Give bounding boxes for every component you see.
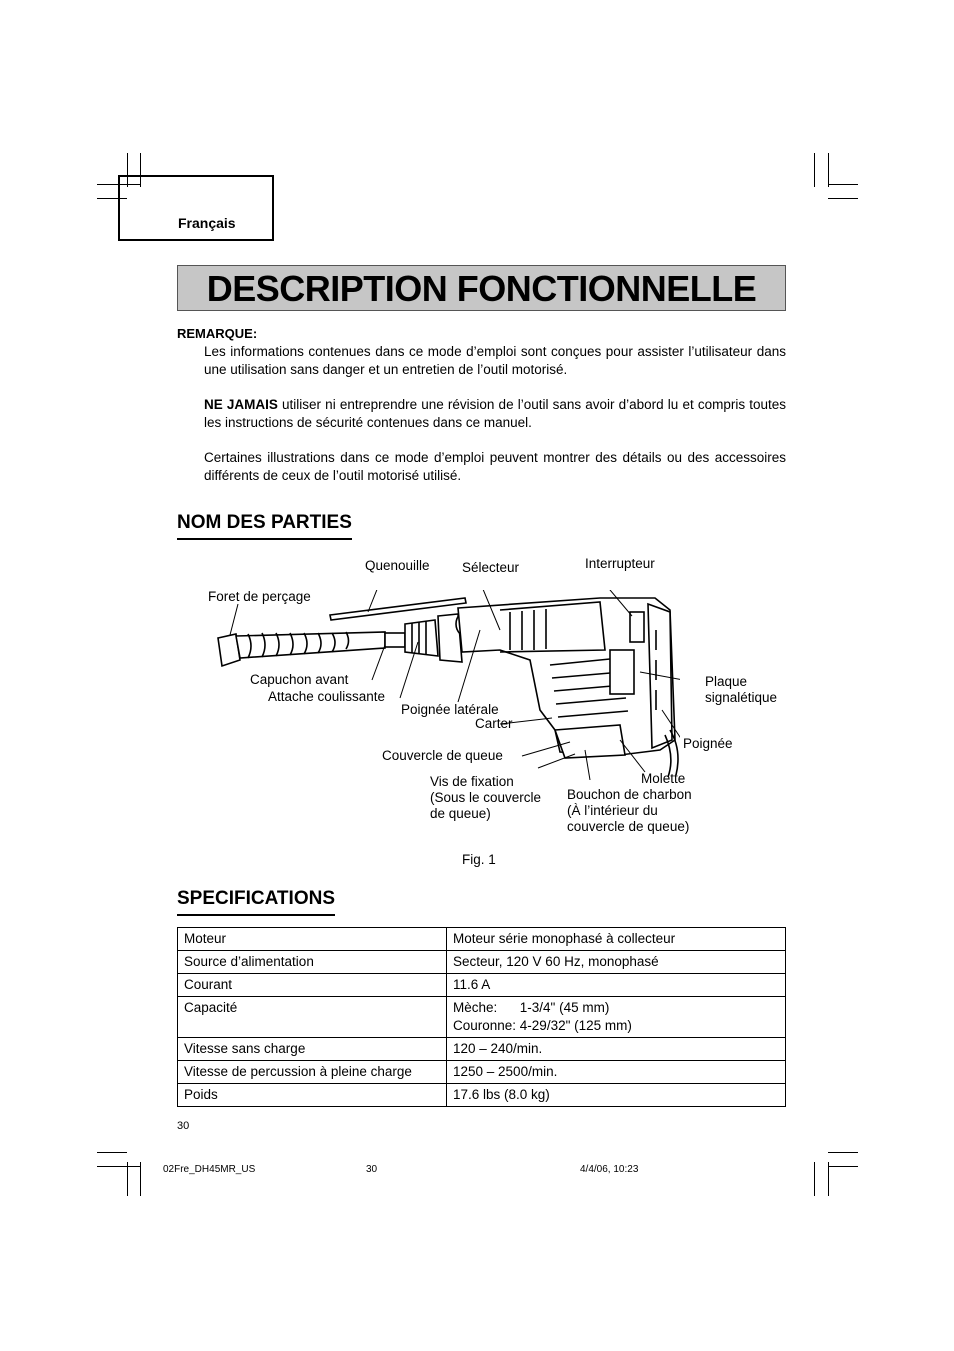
parts-heading: NOM DES PARTIES — [177, 512, 352, 540]
label-foret: Foret de perçage — [208, 589, 311, 604]
spec-name: Vitesse sans charge — [178, 1038, 447, 1061]
label-plaque-1: Plaque — [705, 674, 748, 689]
label-vis-1: Vis de fixation — [430, 774, 514, 789]
table-row — [178, 928, 786, 951]
label-bouchon-3: couvercle de queue) — [567, 819, 690, 834]
spec-name: Vitesse de percussion à pleine charge — [178, 1061, 447, 1084]
footer-file: 02Fre_DH45MR_US — [163, 1164, 256, 1175]
spec-value: 1250 – 2500/min. — [447, 1061, 786, 1084]
crop-mark — [828, 184, 858, 185]
specifications-table — [177, 927, 786, 1107]
label-interrupteur: Interrupteur — [585, 556, 655, 571]
label-quenouille: Quenouille — [365, 558, 430, 573]
label-selecteur: Sélecteur — [462, 560, 520, 575]
language-label: Français — [178, 215, 236, 231]
remark-paragraph-2 — [204, 396, 786, 432]
spec-value-line: Mèche: 1-3/4" (45 mm) — [453, 1000, 610, 1015]
remark-paragraph-1: Les informations contenues dans ce mode d’emploi sont conçues pour assister l’utilisateur dans une utilisation sans danger et un entretien de l’outil motorisé. — [204, 344, 786, 377]
label-carter: Carter — [475, 716, 513, 731]
crop-mark — [97, 1166, 140, 1167]
spec-value-line: Couronne: 4-29/32" (125 mm) — [453, 1018, 632, 1033]
spec-value: Secteur, 120 V 60 Hz, monophasé — [447, 951, 786, 974]
label-poignee: Poignée — [683, 736, 733, 751]
table-row — [178, 997, 786, 1038]
remark-paragraph-2-text: utiliser ni entreprendre une révision de l’outil sans avoir d’abord lu et compris toutes les instructions de sécurité contenues dans ce manuel. — [204, 397, 787, 430]
figure-caption: Fig. 1 — [462, 852, 496, 867]
crop-mark — [127, 1162, 128, 1196]
crop-mark — [828, 1166, 858, 1167]
title-bar — [177, 265, 786, 311]
label-poignee-laterale: Poignée latérale — [401, 702, 499, 717]
spec-name: Capacité — [178, 997, 447, 1038]
table-row — [178, 1038, 786, 1061]
spec-value: Moteur série monophasé à collecteur — [447, 928, 786, 951]
label-molette: Molette — [641, 771, 686, 786]
page-title: DESCRIPTION FONCTIONNELLE — [206, 268, 757, 309]
crop-mark — [97, 1152, 127, 1153]
label-plaque-2: signalétique — [705, 690, 778, 705]
crop-mark — [828, 198, 858, 199]
table-row — [178, 974, 786, 997]
label-bouchon-2: (À l’intérieur du — [567, 803, 658, 818]
specs-heading: SPECIFICATIONS — [177, 888, 335, 916]
table-row — [178, 1084, 786, 1107]
crop-mark — [828, 1162, 829, 1196]
label-capuchon: Capuchon avant — [250, 672, 349, 687]
crop-mark — [140, 1162, 141, 1196]
spec-name: Moteur — [178, 928, 447, 951]
spec-name: Courant — [178, 974, 447, 997]
label-couvercle: Couvercle de queue — [382, 748, 503, 763]
label-attache: Attache coulissante — [268, 689, 386, 704]
crop-mark — [814, 153, 815, 187]
label-bouchon-1: Bouchon de charbon — [567, 787, 692, 802]
language-tab — [118, 175, 274, 241]
crop-mark — [814, 1162, 815, 1196]
footer-date: 4/4/06, 10:23 — [580, 1164, 639, 1175]
spec-value: 17.6 lbs (8.0 kg) — [447, 1084, 786, 1107]
spec-name: Source d’alimentation — [178, 951, 447, 974]
remark-warning: NE JAMAIS — [204, 397, 278, 412]
remark-label: REMARQUE: — [177, 326, 258, 341]
label-vis-3: de queue) — [430, 806, 491, 821]
label-vis-2: (Sous le couvercle — [430, 790, 542, 805]
spec-value: 120 – 240/min. — [447, 1038, 786, 1061]
spec-value: 11.6 A — [447, 974, 786, 997]
spec-name: Poids — [178, 1084, 447, 1107]
spec-value — [447, 997, 786, 1038]
table-row — [178, 951, 786, 974]
table-row — [178, 1061, 786, 1084]
remark-paragraph-3: Certaines illustrations dans ce mode d’emploi peuvent montrer des détails ou des accessoires différents de ceux de l’outil motorisé utilisé. — [204, 450, 786, 483]
crop-mark — [828, 1152, 858, 1153]
footer-page: 30 — [366, 1164, 378, 1175]
page-number: 30 — [177, 1120, 190, 1132]
crop-mark — [828, 153, 829, 187]
